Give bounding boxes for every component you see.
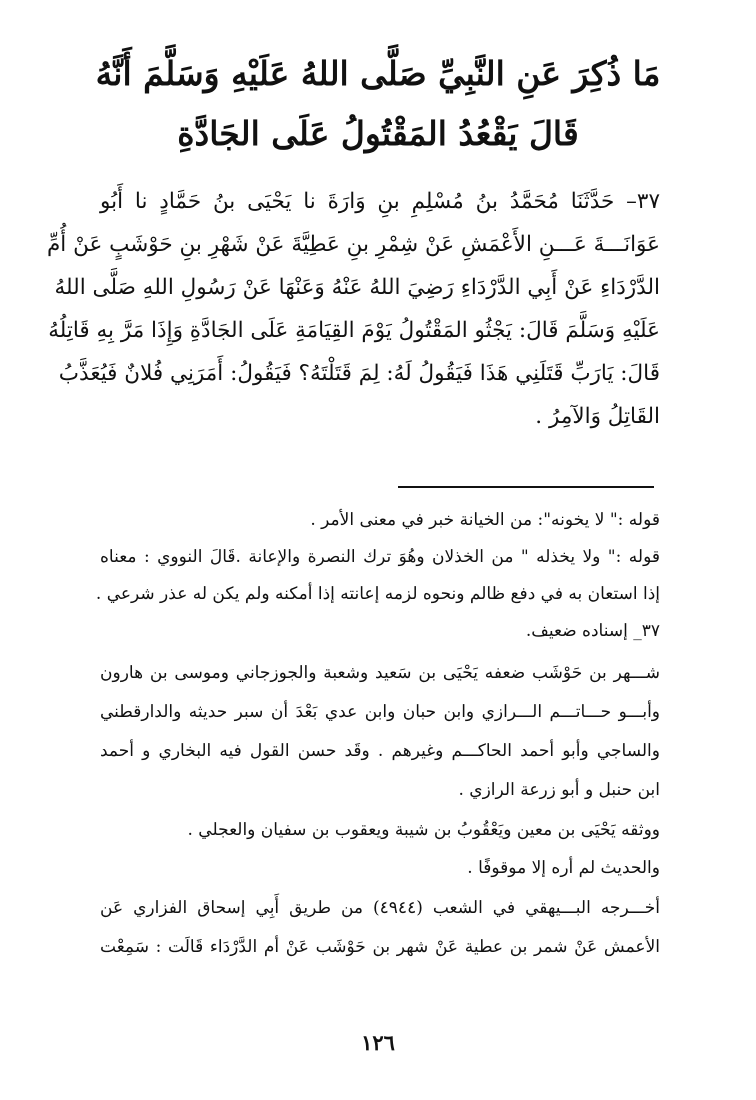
- footnote-line: وأبـــو حـــاتـــم الـــرازي وابن حبان وابن عدي بَعْدَ أن سبر حديثه والدارقطني: [100, 702, 660, 722]
- footnote-line: شـــهر بن حَوْشَب ضعفه يَحْيَى بن سَعيد وشعبة والجوزجاني وموسى بن هارون: [100, 663, 660, 683]
- footnote-line: قوله :" لا يخونه": من الخيانة خبر في معنى الأمر .: [310, 510, 660, 530]
- footnote-line: الأعمش عَنْ شمر بن عطية عَنْ شهر بن حَوْشَب عَنْ أم الدَّرْدَاء قَالَت : سَمِعْت: [100, 937, 660, 957]
- footnote-line: ابن حنبل و أبو زرعة الرازي .: [458, 780, 660, 800]
- chapter-title-line-1: مَا ذُكِرَ عَنِ النَّبِيِّ صَلَّى اللهُ عَلَيْهِ وَسَلَّمَ أَنَّهُ: [95, 54, 661, 93]
- hadith-line: الدَّرْدَاءِ عَنْ أَبِي الدَّرْدَاءِ رَضِيَ اللهُ عَنْهُ وَعَنْهَا عَنْ رَسُولِ اللهِ صَلَّى اللهُ: [54, 275, 660, 300]
- chapter-title-line-2: قَالَ يَقْعُدُ المَقْتُولُ عَلَى الجَادَّةِ: [177, 114, 579, 153]
- footnote-line: والحديث لم أره إلا موقوفًا .: [467, 858, 660, 878]
- hadith-line: عَلَيْهِ وَسَلَّمَ قَالَ: يَجْثُو المَقْتُولُ يَوْمَ القِيَامَةِ عَلَى الجَادَّةِ وَإِذَا مَرَّ بِهِ قَاتِلُهُ: [48, 318, 660, 343]
- footnote-line: ووثقه يَحْيَى بن معين ويَعْقُوبُ بن شيبة ويعقوب بن سفيان والعجلي .: [187, 820, 660, 840]
- hadith-line: عَوَانَـــةَ عَـــنِ الأَعْمَشِ عَنْ شِمْرِ بنِ عَطِيَّةَ عَنْ شَهْرِ بنِ حَوْشَبٍ عَنْ أُمِّ: [47, 232, 660, 257]
- footnote-line: ٣٧_ إسناده ضعيف.: [525, 621, 660, 641]
- footnote-line: قوله :" ولا يخذله " من الخذلان وهُوَ ترك النصرة والإعانة .قَالَ النووي : معناه: [100, 547, 660, 567]
- page-number: ١٢٦: [361, 1030, 395, 1055]
- hadith-line: ٣٧– حَدَّثَنَا مُحَمَّدُ بنُ مُسْلِمِ بنِ وَارَةَ نا يَحْيَى بنُ حَمَّادٍ نا أَبُو: [100, 189, 660, 214]
- hadith-line: قَالَ: يَارَبِّ قَتَلَنِي هَذَا فَيَقُولُ لَهُ: لِمَ قَتَلْتَهُ؟ فَيَقُولُ: أَمَرَنِي فُلانٌ فَيُعَذَّبُ: [58, 361, 660, 386]
- footnote-line: أخـــرجه البـــيهقي في الشعب (٤٩٤٤) من طريق أَبِي إسحاق الفزاري عَن: [100, 898, 660, 918]
- footnote-line: والساجي وأبو أحمد الحاكـــم وغيرهم . وقَد حسن القول فيه البخاري و أحمد: [100, 741, 660, 761]
- hadith-line: القَاتِلُ وَالآمِرُ .: [535, 404, 660, 429]
- footnote-separator: [398, 486, 654, 488]
- footnote-line: إذا استعان به في دفع ظالم ونحوه لزمه إعانته إذا أمكنه ولم يكن له عذر شرعي .: [95, 584, 660, 604]
